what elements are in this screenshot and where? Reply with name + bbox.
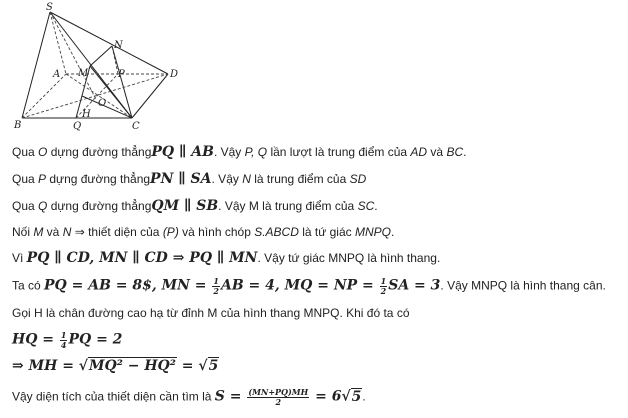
label-c: C	[132, 121, 140, 132]
segment-sd: SD	[349, 172, 367, 186]
plane-p: (P)	[162, 225, 179, 239]
math-equals-sqrt: = √	[176, 358, 208, 374]
segment-ad: AD	[410, 145, 428, 159]
segment-mn	[90, 46, 112, 66]
math-pq-result: PQ = 2	[68, 331, 123, 348]
edge-cd	[132, 74, 168, 118]
math-mh: ⇒ MH = √	[12, 358, 89, 374]
fraction-half	[212, 277, 220, 296]
pyramid-diagram	[0, 0, 200, 140]
text: dựng đường thẳng	[46, 172, 151, 186]
points-p-q: P, Q	[244, 145, 268, 159]
radicand: 5	[208, 358, 219, 374]
text: là tứ giác	[298, 225, 355, 239]
text: .	[390, 225, 395, 239]
text: Qua	[12, 199, 39, 213]
math-area: S =	[214, 388, 247, 405]
label-m: M	[78, 68, 89, 79]
denominator: 4	[60, 340, 67, 350]
fraction-area	[247, 388, 309, 407]
denominator: 2	[213, 286, 219, 296]
denominator: 2	[275, 397, 282, 407]
solution-line-9	[12, 358, 219, 374]
solution-line-5	[12, 250, 440, 266]
text: . Vậy	[213, 145, 245, 159]
label-o: O	[98, 98, 107, 109]
solution-line-1	[12, 144, 466, 160]
text: . Vậy M là trung điểm của	[218, 199, 358, 213]
math-area-result: = 6√	[310, 388, 351, 405]
solution-line-3	[12, 198, 378, 214]
math-sa: SA = 3	[388, 277, 441, 294]
edge-sd	[50, 12, 168, 74]
point-o: O	[38, 145, 48, 159]
numerator: (MN+PQ)MH	[248, 387, 309, 397]
math-pq-mn: PQ = AB = 8$, MN =	[44, 277, 212, 294]
fraction-half	[380, 277, 388, 296]
math-ab-mq: AB = 4, MQ = NP =	[220, 277, 379, 294]
label-h: H	[82, 109, 91, 120]
text: Ta có	[12, 278, 45, 293]
segment-nc	[112, 46, 132, 118]
numerator: 1	[213, 276, 219, 286]
text: .	[463, 145, 467, 159]
text: là trung điểm của	[250, 172, 350, 186]
label-a: A	[53, 69, 61, 80]
segment-bc: BC	[446, 145, 464, 159]
point-n: N	[242, 172, 251, 186]
text: . Vậy MNPQ là hình thang cân.	[440, 278, 606, 293]
math-parallel-chain: PQ ∥ CD, MN ∥ CD ⇒ PQ ∥ MN	[26, 250, 258, 266]
denominator: 2	[380, 286, 387, 296]
point-n: N	[62, 225, 72, 239]
text: dựng đường thẳng	[47, 199, 152, 213]
math-pq-parallel-ab: PQ ∥ AB	[151, 144, 214, 160]
edge-sb	[22, 12, 50, 118]
pyramid-name: S.ABCD	[254, 225, 299, 239]
label-d: D	[170, 69, 179, 80]
segment-so	[50, 12, 96, 99]
text: Qua	[12, 172, 39, 186]
fraction-quarter	[60, 331, 68, 350]
text: Qua	[12, 145, 39, 159]
edge-sa	[50, 12, 66, 74]
text: dựng đường thẳng	[47, 145, 152, 159]
label-b: B	[14, 120, 22, 131]
radicand: MQ² − HQ²	[89, 358, 176, 374]
text: .	[374, 199, 378, 213]
text: . Vậy tứ giác MNPQ là hình thang.	[257, 251, 441, 265]
label-p: P	[118, 69, 125, 80]
math-qm-parallel-sb: QM ∥ SB	[151, 198, 219, 214]
solution-line-8	[12, 331, 122, 350]
text: và hình chóp	[178, 225, 255, 239]
point-p: P	[38, 172, 47, 186]
solution-line-2	[12, 171, 366, 187]
text: Vì	[12, 251, 27, 265]
text: Gọi H là chân đường cao hạ từ đỉnh M của hình thang MNPQ. Khi đó ta có	[12, 306, 410, 320]
text: . Vậy	[211, 172, 243, 186]
label-q: Q	[73, 121, 82, 132]
text: .	[362, 389, 366, 404]
math-pn-parallel-sa: PN ∥ SA	[150, 171, 212, 187]
text: lần lượt là trung điểm của	[267, 145, 411, 159]
numerator: 1	[380, 276, 387, 286]
numerator: 1	[60, 330, 67, 340]
point-m: M	[33, 225, 44, 239]
segment-sc: SC	[357, 199, 375, 213]
quad-mnpq: MNPQ	[354, 225, 391, 239]
solution-line-10	[12, 388, 366, 407]
text: và	[427, 145, 447, 159]
text: và	[43, 225, 63, 239]
solution-line-7	[12, 305, 410, 321]
text: Vậy diện tích của thiết diện cần tìm là	[12, 389, 215, 404]
pyramid-figure	[0, 0, 200, 140]
label-n: N	[114, 40, 123, 51]
solution-line-6	[12, 277, 606, 296]
radicand: 5	[351, 388, 362, 405]
label-s: S	[46, 2, 53, 13]
text: ⇒ thiết diện của	[71, 225, 163, 239]
math-hq: HQ =	[12, 331, 59, 348]
solution-line-4	[12, 224, 394, 240]
text: Nối	[12, 225, 34, 239]
point-q: Q	[38, 199, 48, 213]
